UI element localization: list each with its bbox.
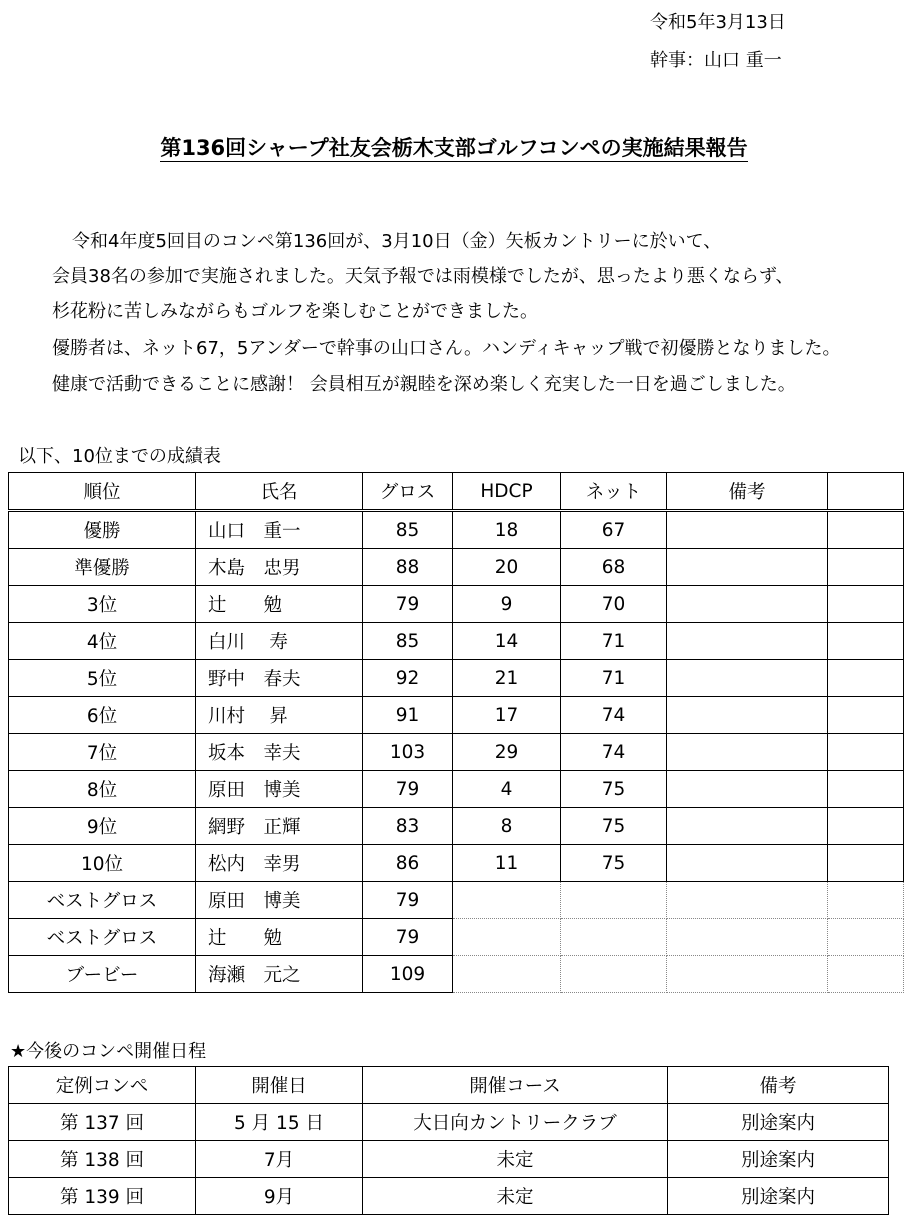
hdcp-cell: 29 [453, 734, 561, 771]
results-header-row [9, 473, 904, 511]
gross-cell: 79 [363, 882, 453, 919]
col-hdcp: HDCP [453, 473, 561, 511]
extra-cell [828, 623, 904, 660]
rank-cell: ブービー [9, 956, 196, 993]
remarks-cell [667, 660, 828, 697]
remarks-cell [667, 771, 828, 808]
rank-cell: 優勝 [9, 511, 196, 549]
body-line-5: 健康で活動できることに感謝！ 会員相互が親睦を深め楽しく充実した一日を過ごしました。 [52, 374, 796, 395]
result-row [9, 549, 904, 586]
note-cell: 別途案内 [668, 1141, 889, 1178]
name-cell: 網野 正輝 [196, 808, 363, 845]
name-cell: 坂本 幸夫 [196, 734, 363, 771]
name-cell: 辻 勉 [196, 919, 363, 956]
hdcp-cell [453, 919, 561, 956]
extra-cell [828, 734, 904, 771]
date-cell: 5 月 15 日 [196, 1104, 363, 1141]
hdcp-cell: 4 [453, 771, 561, 808]
col-note: 備考 [668, 1067, 889, 1104]
extra-cell [828, 549, 904, 586]
gross-cell: 86 [363, 845, 453, 882]
hdcp-cell [453, 882, 561, 919]
hdcp-cell: 18 [453, 511, 561, 549]
rank-cell: 4位 [9, 623, 196, 660]
name-cell: 辻 勉 [196, 586, 363, 623]
gross-cell: 91 [363, 697, 453, 734]
extra-cell [828, 845, 904, 882]
name-cell: 木島 忠男 [196, 549, 363, 586]
col-name: 氏名 [196, 473, 363, 511]
net-cell: 70 [561, 586, 667, 623]
remarks-cell [667, 697, 828, 734]
gross-cell: 79 [363, 771, 453, 808]
col-net: ネット [561, 473, 667, 511]
col-date: 開催日 [196, 1067, 363, 1104]
rank-cell: 9位 [9, 808, 196, 845]
col-round: 定例コンペ [9, 1067, 196, 1104]
results-table [8, 472, 904, 993]
extra-cell [828, 586, 904, 623]
course-cell: 大日向カントリークラブ [363, 1104, 668, 1141]
schedule-row [9, 1141, 889, 1178]
rank-cell: 6位 [9, 697, 196, 734]
schedule-header-row [9, 1067, 889, 1104]
result-row [9, 511, 904, 549]
page-title: 第136回シャープ社友会栃木支部ゴルフコンペの実施結果報告 [160, 136, 748, 160]
note-cell: 別途案内 [668, 1104, 889, 1141]
result-row [9, 808, 904, 845]
report-date: 令和5年3月13日 [650, 12, 786, 33]
organizer: 幹事：山口 重一 [650, 50, 782, 71]
special-row [9, 882, 904, 919]
name-cell: 松内 幸男 [196, 845, 363, 882]
result-row [9, 586, 904, 623]
net-cell: 75 [561, 771, 667, 808]
name-cell: 原田 博美 [196, 882, 363, 919]
net-cell: 74 [561, 697, 667, 734]
net-cell [561, 956, 667, 993]
extra-cell [828, 956, 904, 993]
round-cell: 第 139 回 [9, 1178, 196, 1215]
remarks-cell [667, 586, 828, 623]
body-line-3: 杉花粉に苦しみながらもゴルフを楽しむことができました。 [52, 301, 538, 322]
net-cell: 74 [561, 734, 667, 771]
col-course: 開催コース [363, 1067, 668, 1104]
rank-cell: 10位 [9, 845, 196, 882]
gross-cell: 109 [363, 956, 453, 993]
result-row [9, 734, 904, 771]
extra-cell [828, 882, 904, 919]
gross-cell: 103 [363, 734, 453, 771]
remarks-cell [667, 511, 828, 549]
remarks-cell [667, 808, 828, 845]
net-cell: 67 [561, 511, 667, 549]
rank-cell: 7位 [9, 734, 196, 771]
net-cell: 75 [561, 845, 667, 882]
special-row [9, 919, 904, 956]
col-rank: 順位 [9, 473, 196, 511]
note-cell: 別途案内 [668, 1178, 889, 1215]
net-cell [561, 919, 667, 956]
result-row [9, 771, 904, 808]
extra-cell [828, 511, 904, 549]
special-row [9, 956, 904, 993]
schedule-caption: ★今後のコンペ開催日程 [10, 1041, 207, 1062]
gross-cell: 92 [363, 660, 453, 697]
hdcp-cell: 20 [453, 549, 561, 586]
remarks-cell [667, 882, 828, 919]
rank-cell: ベストグロス [9, 919, 196, 956]
net-cell [561, 882, 667, 919]
date-cell: 7月 [196, 1141, 363, 1178]
hdcp-cell: 21 [453, 660, 561, 697]
schedule-table [8, 1066, 889, 1215]
remarks-cell [667, 623, 828, 660]
round-cell: 第 138 回 [9, 1141, 196, 1178]
extra-cell [828, 660, 904, 697]
schedule-row [9, 1104, 889, 1141]
hdcp-cell: 17 [453, 697, 561, 734]
result-row [9, 623, 904, 660]
remarks-cell [667, 919, 828, 956]
gross-cell: 79 [363, 919, 453, 956]
rank-cell: 準優勝 [9, 549, 196, 586]
hdcp-cell: 8 [453, 808, 561, 845]
remarks-cell [667, 845, 828, 882]
course-cell: 未定 [363, 1178, 668, 1215]
net-cell: 71 [561, 623, 667, 660]
remarks-cell [667, 549, 828, 586]
gross-cell: 83 [363, 808, 453, 845]
rank-cell: 5位 [9, 660, 196, 697]
name-cell: 白川 寿 [196, 623, 363, 660]
schedule-row [9, 1178, 889, 1215]
hdcp-cell: 11 [453, 845, 561, 882]
body-line-1: 令和4年度5回目のコンペ第136回が、3月10日（金）矢板カントリーに於いて、 [72, 231, 722, 252]
result-row [9, 660, 904, 697]
remarks-cell [667, 956, 828, 993]
extra-cell [828, 808, 904, 845]
col-gross: グロス [363, 473, 453, 511]
gross-cell: 79 [363, 586, 453, 623]
results-caption: 以下、10位までの成績表 [18, 446, 221, 467]
net-cell: 68 [561, 549, 667, 586]
net-cell: 75 [561, 808, 667, 845]
round-cell: 第 137 回 [9, 1104, 196, 1141]
result-row [9, 697, 904, 734]
hdcp-cell [453, 956, 561, 993]
name-cell: 川村 昇 [196, 697, 363, 734]
remarks-cell [667, 734, 828, 771]
net-cell: 71 [561, 660, 667, 697]
gross-cell: 88 [363, 549, 453, 586]
extra-cell [828, 919, 904, 956]
name-cell: 山口 重一 [196, 511, 363, 549]
rank-cell: 8位 [9, 771, 196, 808]
name-cell: 原田 博美 [196, 771, 363, 808]
course-cell: 未定 [363, 1141, 668, 1178]
date-cell: 9月 [196, 1178, 363, 1215]
name-cell: 野中 春夫 [196, 660, 363, 697]
hdcp-cell: 9 [453, 586, 561, 623]
gross-cell: 85 [363, 511, 453, 549]
body-line-4: 優勝者は、ネット67，5アンダーで幹事の山口さん。ハンディキャップ戦で初優勝となりました。 [52, 338, 841, 359]
extra-cell [828, 771, 904, 808]
rank-cell: ベストグロス [9, 882, 196, 919]
gross-cell: 85 [363, 623, 453, 660]
hdcp-cell: 14 [453, 623, 561, 660]
body-line-2: 会員38名の参加で実施されました。天気予報では雨模様でしたが、思ったより悪くならず、 [52, 266, 794, 287]
result-row [9, 845, 904, 882]
extra-cell [828, 697, 904, 734]
col-extra [828, 473, 904, 511]
rank-cell: 3位 [9, 586, 196, 623]
name-cell: 海瀬 元之 [196, 956, 363, 993]
col-remarks: 備考 [667, 473, 828, 511]
